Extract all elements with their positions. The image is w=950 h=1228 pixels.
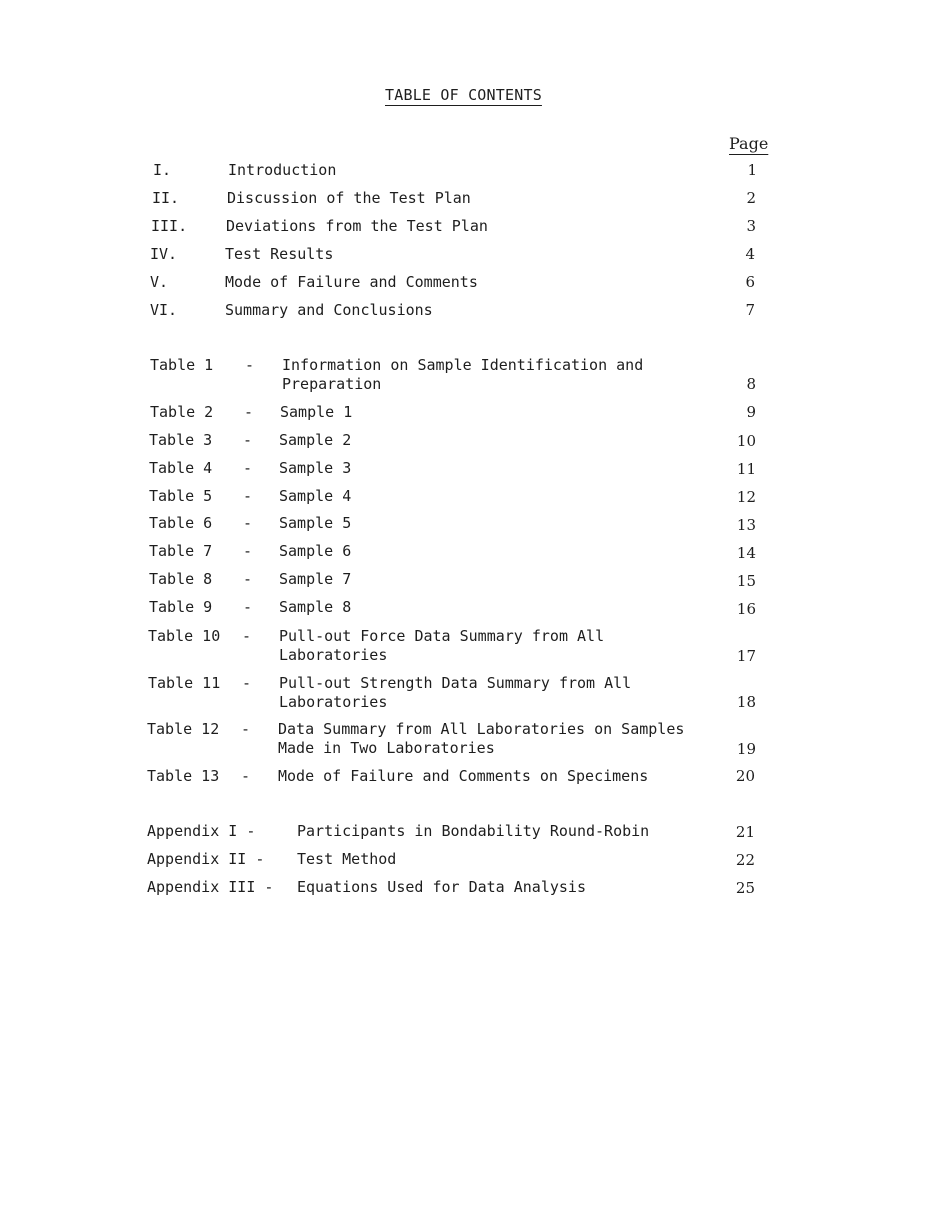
table-title-line: Made in Two Laboratories xyxy=(278,739,495,757)
table-dash: - xyxy=(241,767,251,785)
table-dash: - xyxy=(242,627,252,645)
section-number: I. xyxy=(153,161,172,179)
table-title-line: Information on Sample Identification and xyxy=(282,356,644,374)
table-label: Table 1 xyxy=(150,356,214,374)
section-title: Summary and Conclusions xyxy=(225,301,433,319)
table-title: Mode of Failure and Comments on Specimens xyxy=(278,767,649,785)
section-title: Discussion of the Test Plan xyxy=(227,189,471,207)
table-dash: - xyxy=(243,431,253,449)
table-page: 10 xyxy=(736,432,756,450)
table-dash: - xyxy=(243,570,253,588)
table-page: 11 xyxy=(736,460,756,478)
appendix-label: Appendix II - xyxy=(147,850,265,868)
table-title: Sample 8 xyxy=(279,598,352,616)
table-label: Table 9 xyxy=(149,598,213,616)
table-title xyxy=(279,627,604,665)
table-dash: - xyxy=(242,674,252,692)
section-number: IV. xyxy=(150,245,178,263)
table-label: Table 6 xyxy=(149,514,213,532)
table-label: Table 8 xyxy=(149,570,213,588)
table-dash: - xyxy=(243,459,253,477)
table-title xyxy=(279,674,631,712)
section-page: 6 xyxy=(745,273,755,291)
section-page: 7 xyxy=(745,301,755,319)
table-dash: - xyxy=(244,403,254,421)
section-page: 4 xyxy=(745,245,755,263)
appendix-title: Equations Used for Data Analysis xyxy=(297,878,586,896)
section-title: Introduction xyxy=(228,161,337,179)
table-title-line: Preparation xyxy=(282,375,382,393)
table-dash: - xyxy=(245,356,255,374)
table-page: 13 xyxy=(736,516,756,534)
table-title: Sample 6 xyxy=(279,542,352,560)
appendix-label: Appendix I - xyxy=(147,822,256,840)
table-dash: - xyxy=(243,542,253,560)
table-dash: - xyxy=(241,720,251,738)
table-page: 9 xyxy=(746,403,756,421)
table-page: 18 xyxy=(736,693,756,711)
table-page: 19 xyxy=(736,740,756,758)
table-label: Table 5 xyxy=(149,487,213,505)
table-page: 8 xyxy=(746,375,756,393)
table-page: 15 xyxy=(736,572,756,590)
table-title xyxy=(278,720,684,758)
table-title: Sample 7 xyxy=(279,570,352,588)
section-title: Deviations from the Test Plan xyxy=(226,217,488,235)
section-number: II. xyxy=(152,189,180,207)
table-label: Table 7 xyxy=(149,542,213,560)
table-dash: - xyxy=(243,514,253,532)
table-label: Table 10 xyxy=(148,627,221,645)
table-label: Table 13 xyxy=(147,767,220,785)
table-title: Sample 4 xyxy=(279,487,352,505)
table-title-line: Pull-out Force Data Summary from All xyxy=(279,627,605,645)
table-title-line: Laboratories xyxy=(279,693,388,711)
table-label: Table 4 xyxy=(149,459,213,477)
table-page: 14 xyxy=(736,544,756,562)
appendix-label: Appendix III - xyxy=(147,878,274,896)
appendix-title: Participants in Bondability Round-Robin xyxy=(297,822,650,840)
section-number: VI. xyxy=(150,301,178,319)
table-title-line: Data Summary from All Laboratories on Samples xyxy=(278,720,685,738)
table-label: Table 3 xyxy=(149,431,213,449)
table-label: Table 12 xyxy=(147,720,220,738)
table-title-line: Pull-out Strength Data Summary from All xyxy=(279,674,632,692)
page-column-header: Page xyxy=(729,134,769,153)
section-page: 2 xyxy=(746,189,756,207)
table-page: 20 xyxy=(735,767,755,785)
table-title: Sample 5 xyxy=(279,514,352,532)
table-page: 17 xyxy=(736,647,756,665)
section-title: Mode of Failure and Comments xyxy=(225,273,478,291)
appendix-page: 21 xyxy=(735,823,755,841)
table-title: Sample 2 xyxy=(279,431,352,449)
table-label: Table 2 xyxy=(150,403,214,421)
appendix-page: 22 xyxy=(735,851,755,869)
table-dash: - xyxy=(243,598,253,616)
table-page: 12 xyxy=(736,488,756,506)
section-number: III. xyxy=(151,217,188,235)
appendix-title: Test Method xyxy=(297,850,397,868)
table-title: Sample 1 xyxy=(280,403,353,421)
table-title: Sample 3 xyxy=(279,459,352,477)
table-label: Table 11 xyxy=(148,674,221,692)
table-page: 16 xyxy=(736,600,756,618)
section-title: Test Results xyxy=(225,245,334,263)
table-title-line: Laboratories xyxy=(279,646,388,664)
table-title xyxy=(282,356,643,394)
section-page: 3 xyxy=(746,217,756,235)
table-dash: - xyxy=(243,487,253,505)
appendix-page: 25 xyxy=(735,879,755,897)
page-title: TABLE OF CONTENTS xyxy=(385,86,542,104)
section-number: V. xyxy=(150,273,169,291)
section-page: 1 xyxy=(747,161,757,179)
